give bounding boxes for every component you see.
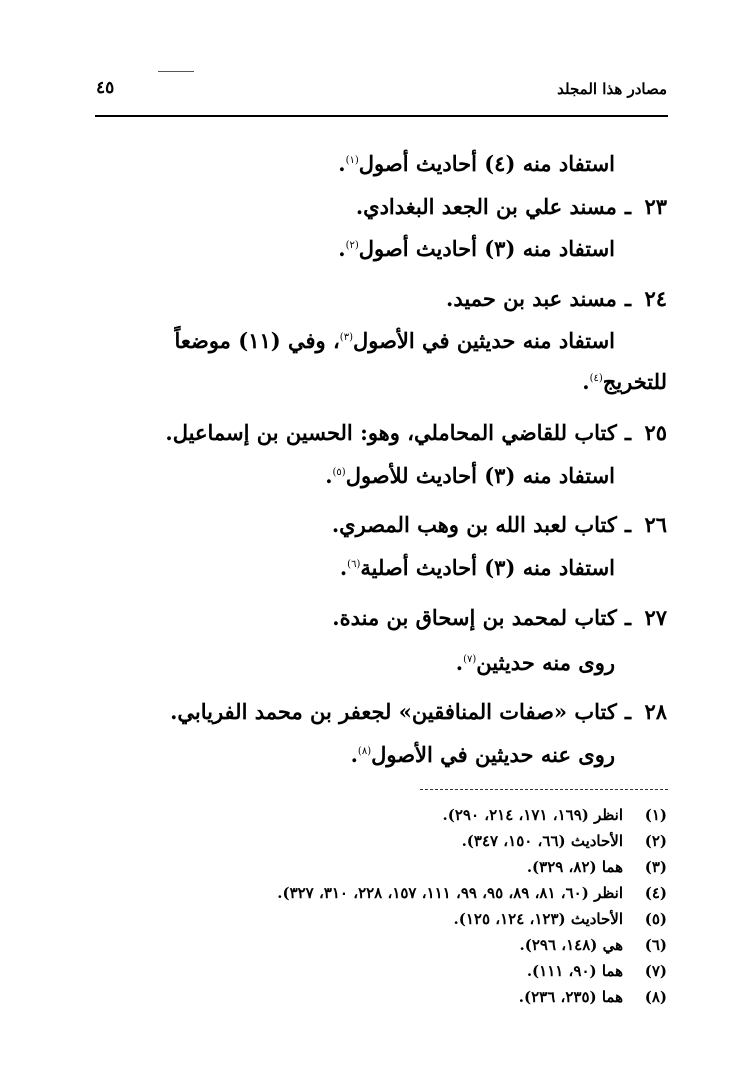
footnote-marker: (٣) (644, 858, 667, 876)
body-line: استفاد منه (٤) أحاديث أصول$^{(١)}$. (338, 151, 615, 176)
footnote (520, 933, 667, 957)
footnote-ref: (٥) (332, 467, 346, 478)
footnote (527, 959, 667, 983)
body-line: روى منه حديثين$^{(٧)}$. (455, 650, 615, 675)
footnote-ref: (٤) (589, 373, 603, 384)
footnote-ref: (٢) (345, 240, 359, 251)
footnote (277, 881, 667, 905)
body-line: للتخريج$^{(٤)}$. (582, 369, 667, 394)
footnote-marker: (٥) (644, 910, 667, 928)
running-header-title: مصادر هذا المجلد (557, 80, 667, 98)
entry-number: ٢٦ (644, 512, 667, 537)
entry-line: ٢٤ـمسند عبد بن حميد. (446, 284, 667, 314)
entry-title: مسند عبد بن حميد (453, 286, 617, 311)
body-line: روى عنه حديثين في الأصول$^{(٨)}$. (350, 742, 615, 767)
footnote-text: انظر (٦٠، ٨١، ٨٩، ٩٥، ٩٩، ١١١، ١٥٧، ٢٢٨، ٣١٠، ٣٢٧). (277, 884, 623, 902)
page-number: ٤٥ (96, 78, 115, 98)
footnote-ref: (٣) (339, 332, 353, 343)
footnote-marker: (٢) (644, 832, 667, 850)
entry-number: ٢٧ (644, 605, 667, 630)
header-mark (158, 71, 194, 72)
entry-number: ٢٥ (644, 420, 667, 445)
footnote-divider (420, 789, 668, 790)
footnote-text: هما (٩٠، ١١١). (526, 962, 623, 980)
footnote-text: هما (٢٣٥، ٢٣٦). (518, 988, 623, 1006)
entry-title: كتاب للقاضي المحاملي، وهو: الحسين بن إسماعيل (172, 420, 617, 445)
footnote-ref: (٨) (357, 746, 372, 757)
entry-line: ٢٦ـكتاب لعبد الله بن وهب المصري. (332, 510, 667, 540)
footnote (454, 907, 667, 931)
header-divider (95, 115, 668, 117)
entry-line: ٢٥ـكتاب للقاضي المحاملي، وهو: الحسين بن إسماعيل. (165, 418, 667, 448)
footnote-marker: (١) (644, 806, 667, 824)
entry-line: ٢٧ـكتاب لمحمد بن إسحاق بن مندة. (332, 603, 667, 633)
footnote-text: هي (١٤٨، ٢٩٦). (519, 936, 623, 954)
entry-title: كتاب لمحمد بن إسحاق بن مندة (339, 605, 617, 630)
body-line: استفاد منه (٣) أحاديث للأصول$^{(٥)}$. (325, 463, 615, 488)
footnote-marker: (٨) (644, 988, 667, 1006)
footnote-ref: (٧) (463, 654, 477, 665)
footnote-marker: (٤) (644, 884, 667, 902)
footnote (527, 855, 667, 879)
footnote-ref: (٦) (347, 559, 361, 570)
body-line: استفاد منه حديثين في الأصول$^{(٣)}$، وفي (١١) موضعاً (174, 328, 615, 353)
footnote-text: انظر (١٦٩، ١٧١، ٢١٤، ٢٩٠). (442, 806, 623, 824)
footnote (443, 803, 668, 827)
entry-number: ٢٤ (644, 286, 667, 311)
footnote-text: الأحاديث (٦٦، ١٥٠، ٣٤٧). (461, 832, 623, 850)
footnote (519, 985, 667, 1009)
footnote-marker: (٧) (644, 962, 667, 980)
body-line: استفاد منه (٣) أحاديث أصلية$^{(٦)}$. (339, 555, 615, 580)
footnote-ref: (١) (345, 155, 359, 166)
entry-number: ٢٣ (644, 194, 667, 219)
body-line: استفاد منه (٣) أحاديث أصول$^{(٢)}$. (338, 236, 615, 261)
entry-line: ٢٣ـمسند علي بن الجعد البغدادي. (356, 192, 667, 222)
entry-line: ٢٨ـكتاب «صفات المنافقين» لجعفر بن محمد الفريابي. (170, 697, 667, 727)
entry-title: كتاب «صفات المنافقين» لجعفر بن محمد الفريابي (177, 699, 617, 724)
footnote-marker: (٦) (644, 936, 667, 954)
footnote-text: هما (٨٢، ٣٢٩). (526, 858, 623, 876)
entry-title: كتاب لعبد الله بن وهب المصري (339, 512, 617, 537)
entry-title: مسند علي بن الجعد البغدادي (363, 194, 617, 219)
footnote (462, 829, 667, 853)
entry-number: ٢٨ (644, 699, 667, 724)
footnote-text: الأحاديث (١٢٣، ١٢٤، ١٢٥). (453, 910, 623, 928)
